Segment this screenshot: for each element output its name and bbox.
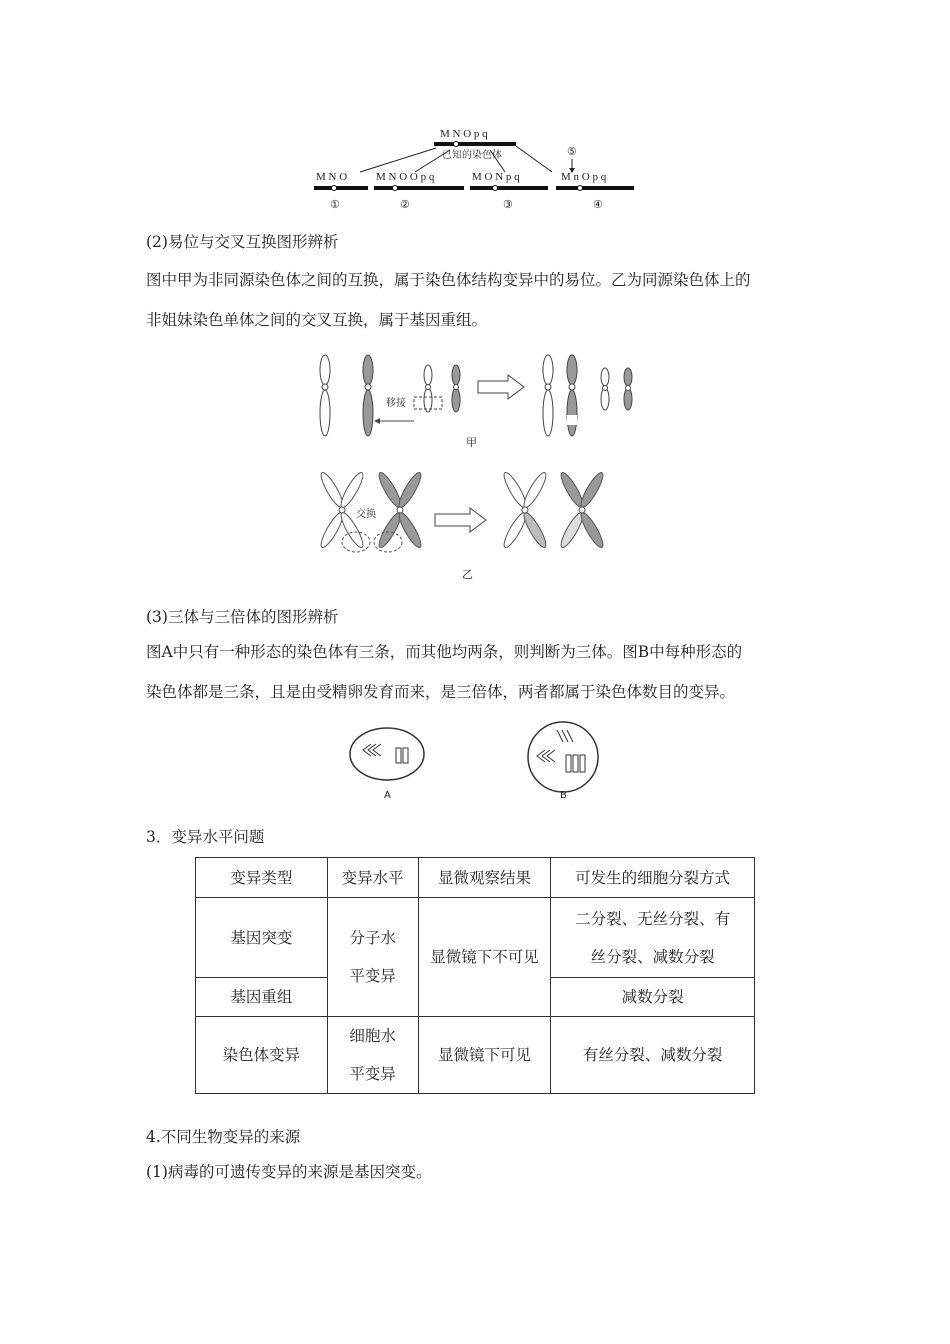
mutation-divisions-line-1: 二分裂、无丝分裂、有 xyxy=(575,909,731,928)
cell-chromosome-divisions: 有丝分裂、减数分裂 xyxy=(551,1017,755,1094)
cell-recombination-division: 减数分裂 xyxy=(551,978,755,1017)
section-3-line-2: 染色体都是三条，且是由受精卵发育而来，是三倍体，两者都属于染色体数目的变异。 xyxy=(146,683,736,701)
chromosome-structure-figure xyxy=(300,120,660,220)
section-2-line-1: 图中甲为非同源染色体之间的互换，属于染色体结构变异中的易位。乙为同源染色体上的 xyxy=(146,271,751,289)
section-variation-level-heading: 3．变异水平问题 xyxy=(146,828,265,846)
section-sources-heading: 4.不同生物变异的来源 xyxy=(146,1128,301,1146)
arrow-four xyxy=(516,146,552,172)
chromosome-4-genes: M n O p q xyxy=(561,171,607,183)
caption-jia: 甲 xyxy=(466,436,477,449)
mutation-divisions-line-2: 丝分裂、减数分裂 xyxy=(590,947,715,966)
chromosome-2-genes: M N O O p q xyxy=(376,171,435,183)
header-variation-level: 变异水平 xyxy=(327,858,418,898)
cell-visible: 显微镜下可见 xyxy=(418,1017,551,1094)
chromosome-2-number: ② xyxy=(400,199,410,211)
molecular-level-line-1: 分子水 xyxy=(349,929,396,947)
header-cell-division: 可发生的细胞分裂方式 xyxy=(551,858,755,898)
cell-molecular-level xyxy=(327,898,418,1017)
chromosome-1-number: ① xyxy=(330,199,340,211)
cell-gene-recombination: 基因重组 xyxy=(196,978,328,1017)
cell-mutation-divisions xyxy=(551,898,755,978)
swap-label: 交换 xyxy=(356,509,376,520)
chromosome-1-genes: M N O xyxy=(316,171,348,183)
crossover-figure xyxy=(320,470,620,560)
chromosome-3-number: ③ xyxy=(503,199,513,211)
known-chromosome xyxy=(434,142,516,147)
translocation-figure xyxy=(310,345,650,455)
molecular-level-line-2: 平变异 xyxy=(349,967,396,985)
right-arrow xyxy=(435,508,486,532)
chromosome-3-genes: M O N p q xyxy=(472,171,520,183)
cell-chromosome-variation: 染色体变异 xyxy=(196,1017,328,1094)
known-chromosome-label: 已知的染色体 xyxy=(442,150,502,161)
chromosome-4-number: ④ xyxy=(593,199,603,211)
cell-gene-mutation: 基因突变 xyxy=(196,898,328,978)
section-sources-line-1: (1)病毒的可遗传变异的来源是基因突变。 xyxy=(146,1163,432,1181)
right-arrow xyxy=(478,375,524,399)
cellular-level-line-1: 细胞水 xyxy=(349,1027,396,1045)
header-variation-type: 变异类型 xyxy=(196,858,328,898)
cellular-level-line-2: 平变异 xyxy=(349,1065,396,1083)
move-label: 移接 xyxy=(386,398,406,409)
arrow-one xyxy=(360,148,436,172)
variation-level-table xyxy=(195,857,755,1094)
section-2-heading: (2)易位与交叉互换图形辨析 xyxy=(146,233,339,251)
cell-invisible: 显微镜下不可见 xyxy=(418,898,551,1017)
header-microscope-result: 显微观察结果 xyxy=(418,858,551,898)
section-3-line-1: 图A中只有一种形态的染色体有三条，而其他均两条，则判断为三体。图B中每种形态的 xyxy=(146,643,743,661)
caption-b: B xyxy=(560,790,567,801)
known-chromosome-genes: M N O p q xyxy=(440,128,488,140)
caption-yi: 乙 xyxy=(462,568,473,581)
circle-five-label: ⑤ xyxy=(567,146,577,158)
cell-b xyxy=(528,722,598,792)
cell-cellular-level xyxy=(327,1017,418,1094)
caption-a: A xyxy=(384,790,391,801)
section-2-line-2: 非姐妹染色单体之间的交叉互换，属于基因重组。 xyxy=(146,311,488,329)
cell-a xyxy=(350,728,424,780)
section-3-heading: (3)三体与三倍体的图形辨析 xyxy=(146,608,339,626)
